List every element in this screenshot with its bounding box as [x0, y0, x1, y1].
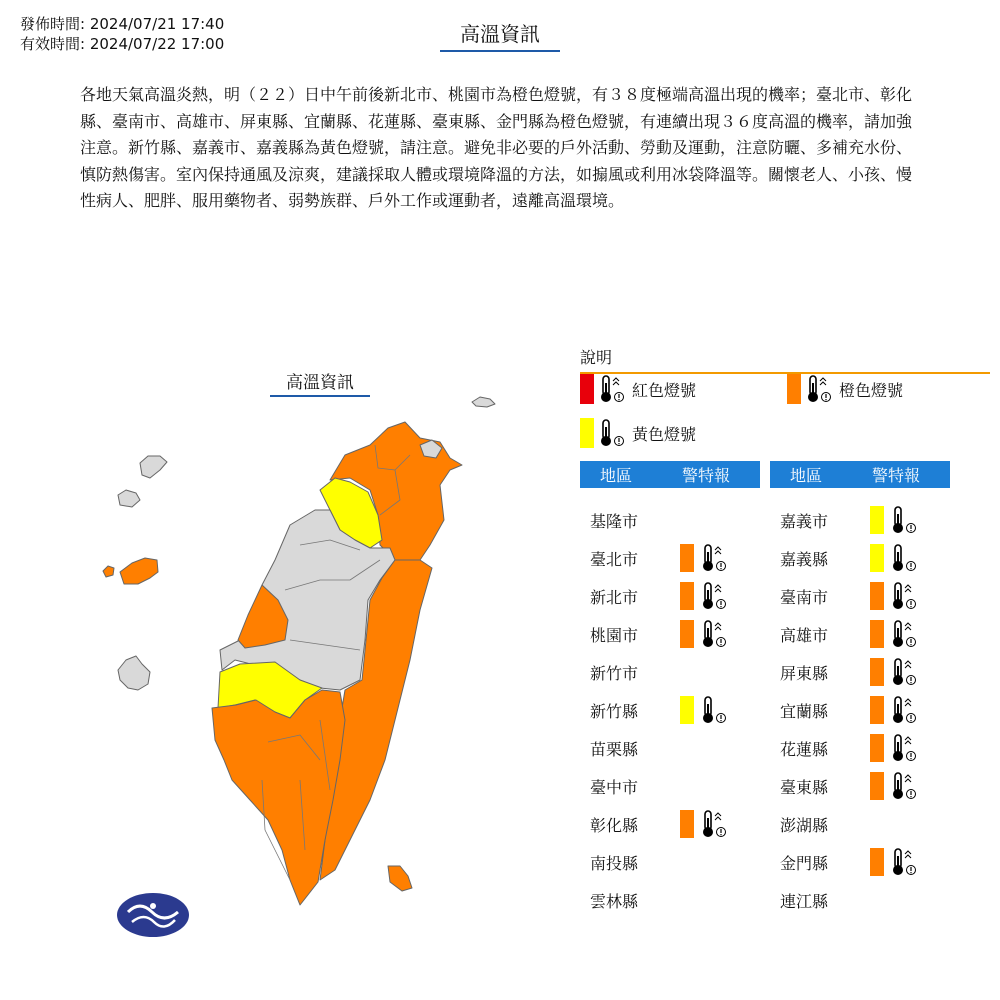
region-row [770, 618, 918, 650]
legend-orange-label: 橙色燈號 [839, 380, 904, 400]
region-name: 屏東縣 [780, 663, 829, 683]
thermometer-alert-icon [890, 694, 918, 726]
legend-red-label: 紅色燈號 [632, 380, 697, 400]
cwa-logo [117, 893, 189, 937]
warning-indicator [870, 846, 918, 878]
thermometer-alert-icon [598, 373, 626, 405]
col-region-header: 地區 [599, 466, 632, 485]
region-row [580, 694, 728, 726]
warning-color-bar [680, 544, 694, 572]
warning-color-bar [870, 620, 884, 648]
region-name: 花蓮縣 [780, 739, 829, 759]
thermometer-icon [890, 504, 918, 536]
warning-color-bar [870, 772, 884, 800]
warning-indicator [870, 542, 918, 574]
thermometer-icon [890, 542, 918, 574]
warning-color-bar [870, 544, 884, 572]
warning-indicator [870, 732, 918, 764]
region-row [580, 542, 728, 574]
legend-red [580, 373, 696, 405]
thermometer-icon [700, 694, 728, 726]
warning-color-bar [680, 620, 694, 648]
region-name: 臺中市 [590, 777, 639, 797]
thermometer-alert-icon [890, 618, 918, 650]
legend-orange [787, 373, 903, 405]
warning-indicator [870, 504, 918, 536]
warning-color-bar [870, 506, 884, 534]
thermometer-alert-icon [700, 808, 728, 840]
region-name: 桃園市 [590, 625, 639, 645]
region-name: 臺南市 [780, 587, 829, 607]
region-name: 嘉義市 [780, 511, 829, 531]
region-name: 新北市 [590, 587, 639, 607]
col-region-header: 地區 [789, 466, 822, 485]
region-name: 雲林縣 [590, 891, 639, 911]
warning-indicator [870, 770, 918, 802]
region-row [770, 504, 918, 536]
legend-yellow [580, 417, 696, 449]
warning-color-bar [870, 582, 884, 610]
legend-yellow-label: 黃色燈號 [632, 424, 697, 444]
region-name: 苗栗縣 [590, 739, 639, 759]
table-header-right [770, 461, 950, 488]
region-row [580, 656, 680, 688]
region-name: 新竹縣 [590, 701, 639, 721]
warning-indicator [680, 580, 728, 612]
region-name: 嘉義縣 [780, 549, 829, 569]
thermometer-alert-icon [700, 618, 728, 650]
island-matsu-2 [140, 456, 167, 478]
warning-color-bar [870, 696, 884, 724]
legend-orange-swatch [787, 374, 801, 404]
legend-red-swatch [580, 374, 594, 404]
thermometer-alert-icon [890, 580, 918, 612]
issue-time: 發佈時間: 2024/07/21 17:40 [20, 15, 225, 33]
table-header-left [580, 461, 760, 488]
region-row [580, 884, 680, 916]
legend-yellow-swatch [580, 418, 594, 448]
region-name: 澎湖縣 [780, 815, 829, 835]
region-row [770, 656, 918, 688]
region-row [770, 694, 918, 726]
warning-indicator [680, 618, 728, 650]
region-row [580, 846, 680, 878]
warning-color-bar [680, 696, 694, 724]
island-matsu-3 [118, 490, 140, 507]
island-matsu-1 [472, 397, 495, 407]
col-warning-header: 警特報 [871, 466, 920, 485]
island-kinmen [120, 558, 158, 584]
region-name: 金門縣 [780, 853, 829, 873]
region-row [580, 580, 728, 612]
thermometer-alert-icon [700, 580, 728, 612]
region-row [770, 542, 918, 574]
warning-indicator [870, 694, 918, 726]
region-name: 南投縣 [590, 853, 639, 873]
thermometer-alert-icon [890, 732, 918, 764]
region-name: 新竹市 [590, 663, 639, 683]
region-name: 臺東縣 [780, 777, 829, 797]
region-row [580, 618, 728, 650]
description-text: 各地天氣高溫炎熱，明（２２）日中午前後新北市、桃園市為橙色燈號，有３８度極端高溫出現的機率；臺北市、彰化縣、臺南市、高雄市、屏東縣、宜蘭縣、花蓮縣、臺東縣、金門縣為橙色燈號，有連續出現３６度高溫的機率，請加強注意。新竹縣、嘉義市、嘉義縣為黃色燈號，請注意。避免非必要的戶外活動、勞動及運動，注意防曬、多補充水份、慎防熱傷害。室內保持通風及涼爽，建議採取人體或環境降溫的方法，如搧風或利用冰袋降溫等。關懷老人、小孩、慢性病人、肥胖、服用藥物者、弱勢族群、戶外工作或運動者，遠離高溫環境。 [80, 85, 913, 210]
warning-color-bar [680, 582, 694, 610]
region-name: 基隆市 [590, 511, 639, 531]
island-kinmen-small [103, 566, 114, 577]
region-row [770, 580, 918, 612]
thermometer-alert-icon [805, 373, 833, 405]
warning-indicator [870, 580, 918, 612]
thermometer-alert-icon [890, 770, 918, 802]
valid-time: 有效時間: 2024/07/22 17:00 [20, 35, 225, 53]
region-name: 連江縣 [780, 891, 829, 911]
warning-color-bar [680, 810, 694, 838]
region-row [770, 884, 870, 916]
region-row [770, 732, 918, 764]
page-title: 高溫資訊 [440, 18, 560, 52]
thermometer-alert-icon [890, 656, 918, 688]
region-row [770, 770, 918, 802]
region-row [580, 504, 680, 536]
warning-indicator [680, 542, 728, 574]
warning-indicator [870, 618, 918, 650]
region-row [770, 808, 870, 840]
warning-indicator [680, 694, 728, 726]
warning-color-bar [870, 734, 884, 762]
region-name: 臺北市 [590, 549, 639, 569]
warning-color-bar [870, 658, 884, 686]
thermometer-icon [598, 417, 626, 449]
region-name: 高雄市 [780, 625, 829, 645]
col-warning-header: 警特報 [681, 466, 730, 485]
warning-color-bar [870, 848, 884, 876]
island-penghu [118, 656, 150, 690]
region-row [770, 846, 918, 878]
warning-indicator [870, 656, 918, 688]
region-row [580, 732, 680, 764]
legend-title: 說明 [580, 345, 990, 374]
region-name: 宜蘭縣 [780, 701, 829, 721]
thermometer-alert-icon [700, 542, 728, 574]
map-title: 高溫資訊 [270, 368, 370, 397]
thermometer-alert-icon [890, 846, 918, 878]
island-orchid [388, 866, 412, 891]
region-row [580, 770, 680, 802]
region-name: 彰化縣 [590, 815, 639, 835]
region-row [580, 808, 728, 840]
warning-indicator [680, 808, 728, 840]
